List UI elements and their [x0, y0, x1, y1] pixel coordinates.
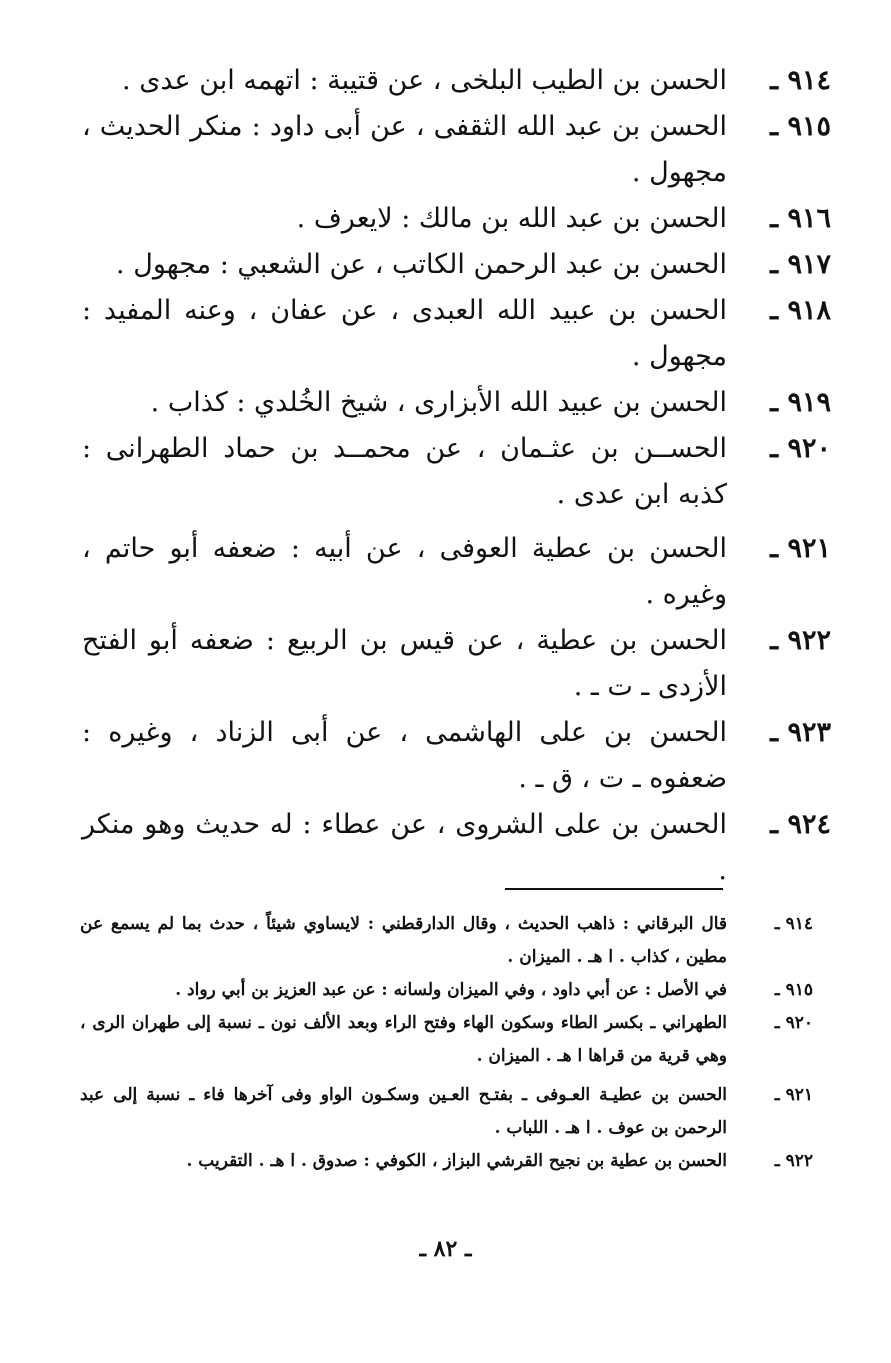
footnote-number: ٩٢٢ ـ — [774, 1151, 813, 1171]
entry-text: الحسن بن عبيد الله الأبزارى ، شيخ الخُلدي : كذاب . — [150, 387, 727, 418]
entry-number: ٩١٤ ـ — [770, 65, 831, 96]
entry-number: ٩٢٠ ـ — [770, 433, 831, 464]
entry-number: ٩١٩ ـ — [770, 387, 831, 418]
entry-text: الحسن بن عبد الرحمن الكاتب ، عن الشعبي : مجهول . — [116, 249, 727, 280]
entry-number: ٩٢٢ ـ — [770, 625, 831, 656]
entry-918 — [82, 288, 831, 380]
entry-number: ٩١٧ ـ — [770, 249, 831, 280]
entry-920 — [82, 426, 831, 518]
footnote-915 — [80, 974, 813, 1007]
entry-917 — [82, 242, 831, 288]
footnote-text: الحسن بن عطية بن نجيح القرشي البزاز ، الكوفي : صدوق . ا هـ . التقريب . — [186, 1151, 727, 1171]
entry-text: الحسن بن عبيد الله العبدى ، عن عفان ، وعنه المفيد : مجهول . — [82, 295, 727, 372]
footnote-number: ٩٢١ ـ — [774, 1085, 813, 1105]
entry-921 — [82, 526, 831, 618]
entry-text: الحسن بن عبد الله الثقفى ، عن أبى داود : منكر الحديث ، مجهول . — [82, 111, 727, 188]
footnote-922 — [80, 1145, 813, 1178]
entry-919 — [82, 380, 831, 426]
footnote-number: ٩١٥ ـ — [774, 980, 813, 1000]
entry-916 — [82, 196, 831, 242]
footnote-920 — [80, 1007, 813, 1073]
footnote-text: في الأصل : عن أبي داود ، وفي الميزان ولسانه : عن عبد العزيز بن أبي رواد . — [175, 980, 727, 1000]
entry-number: ٩١٥ ـ — [770, 111, 831, 142]
entry-915 — [82, 104, 831, 196]
footnote-text: قال البرقاني : ذاهب الحديث ، وقال الدارقطني : لايساوي شيئاً ، حدث بما لم يسمع عن مطين ، كذاب . ا هـ . الميزان . — [80, 914, 727, 967]
footnote-number: ٩١٤ ـ — [774, 914, 813, 934]
entry-914 — [82, 58, 831, 104]
entry-number: ٩٢٤ ـ — [770, 809, 831, 840]
entry-number: ٩١٦ ـ — [770, 203, 831, 234]
footnote-number: ٩٢٠ ـ — [774, 1013, 813, 1033]
entry-text: الحسن بن على الهاشمى ، عن أبى الزناد ، وغيره : ضعفوه ـ ت ، ق ـ . — [82, 717, 727, 794]
entry-number: ٩٢١ ـ — [770, 533, 831, 564]
entry-text: الحسن بن عطية العوفى ، عن أبيه : ضعفه أبو حاتم ، وغيره . — [82, 533, 727, 610]
entry-text: الحسن بن الطيب البلخى ، عن قتيبة : اتهمه ابن عدى . — [122, 65, 727, 96]
footnotes — [80, 908, 813, 1178]
entry-text: الحسن بن عطية ، عن قيس بن الربيع : ضعفه أبو الفتح الأزدى ـ ت ـ . — [82, 625, 727, 702]
footnote-separator — [505, 888, 723, 890]
entry-text: الحسن بن عبد الله بن مالك : لايعرف . — [296, 203, 727, 234]
entries-list — [82, 58, 831, 894]
entry-number: ٩١٨ ـ — [770, 295, 831, 326]
entry-923 — [82, 710, 831, 802]
footnote-text: الحسن بن عطيـة العـوفى ـ بفتـح العـين وسكـون الواو وفى آخرها فاء ـ نسبة إلى عبد الرحمن بن عوف . ا هـ . اللباب . — [80, 1085, 727, 1138]
entry-924 — [82, 802, 831, 894]
footnote-921 — [80, 1079, 813, 1145]
footnote-text: الطهراني ـ بكسر الطاء وسكون الهاء وفتح الراء وبعد الألف نون ـ نسبة إلى طهران الرى ، وهي قرية من قراها ا هـ . الميزان . — [80, 1013, 727, 1066]
entry-922 — [82, 618, 831, 710]
entry-text: الحسن بن على الشروى ، عن عطاء : له حديث وهو منكر . — [82, 809, 727, 886]
entry-text: الحســن بن عثـمان ، عن محمــد بن حماد الطهرانى : كذبه ابن عدى . — [82, 433, 727, 510]
footnote-914 — [80, 908, 813, 974]
entry-number: ٩٢٣ ـ — [770, 717, 831, 748]
page-number: ـ ٨٢ ـ — [419, 1236, 472, 1262]
